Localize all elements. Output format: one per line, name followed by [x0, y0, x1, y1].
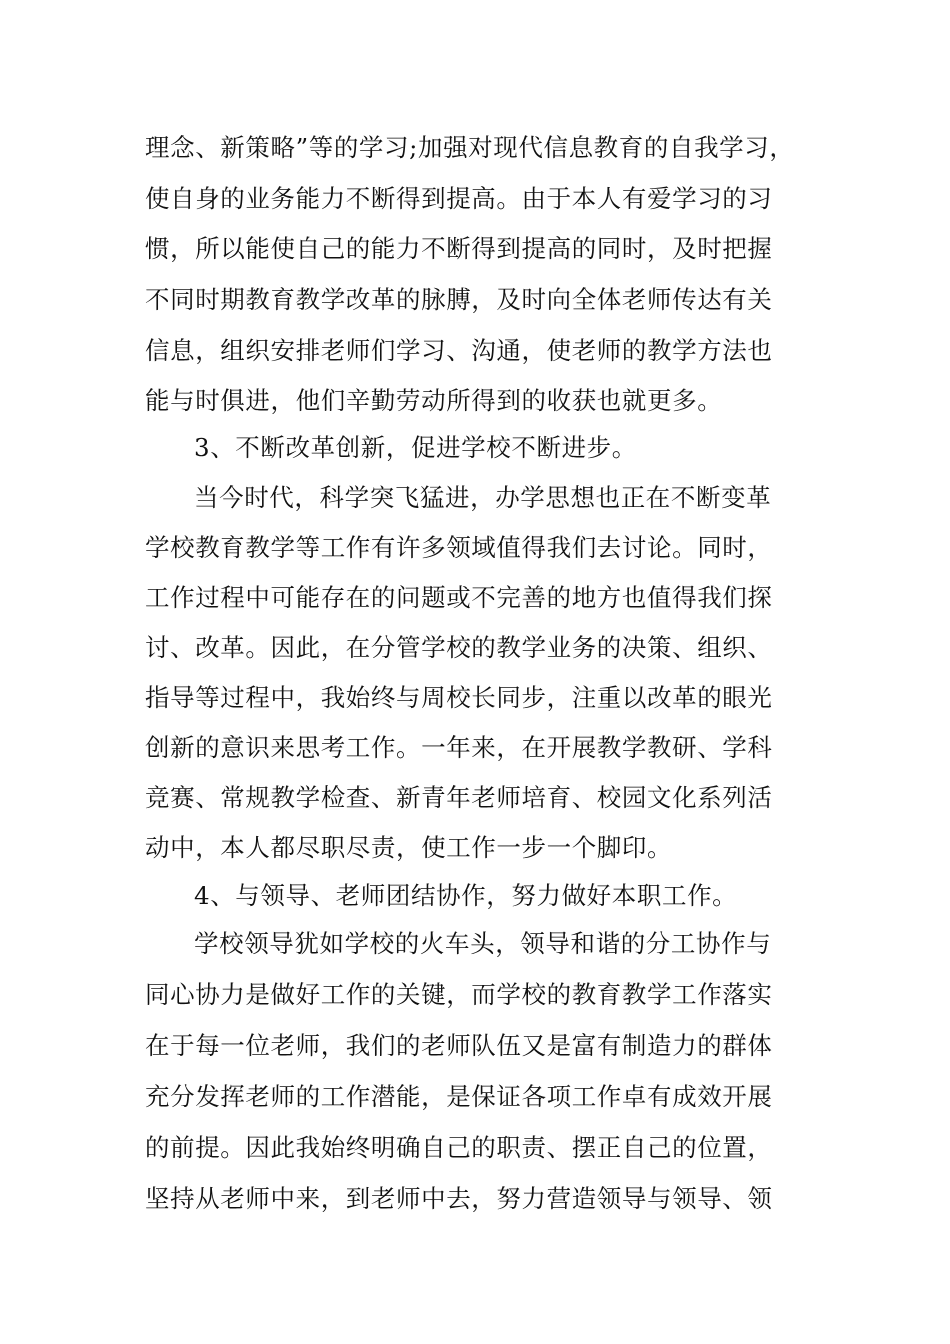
text-line: 能与时俱进，他们辛勤劳动所得到的收获也就更多。	[145, 386, 723, 415]
text-line: 不同时期教育教学改革的脉膊，及时向全体老师传达有关	[145, 285, 773, 314]
text-line: 动中，本人都尽职尽责，使工作一步一个脚印。	[145, 833, 673, 862]
text-line: 竞赛、常规教学检查、新青年老师培育、校园文化系列活	[145, 783, 773, 812]
text-line: 指导等过程中，我始终与周校长同步，注重以改革的眼光	[145, 683, 773, 712]
text-line: 理念、新策略”等的学习;加强对现代信息教育的自我学习，	[145, 133, 795, 162]
text-line: 坚持从老师中来，到老师中去，努力营造领导与领导、领	[145, 1184, 773, 1213]
text-line: 的前提。因此我始终明确自己的职责、摆正自己的位置，	[145, 1133, 773, 1162]
text-line: 在于每一位老师，我们的老师队伍又是富有制造力的群体	[145, 1031, 773, 1060]
text-line: 讨、改革。因此，在分管学校的教学业务的决策、组织、	[145, 633, 773, 662]
text-line: 创新的意识来思考工作。一年来，在开展教学教研、学科	[145, 733, 773, 762]
text-line: 学校教育教学等工作有许多领域值得我们去讨论。同时，	[145, 533, 773, 562]
section-heading: 4、与领导、老师团结协作，努力做好本职工作。	[194, 881, 738, 910]
text-line: 使自身的业务能力不断得到提高。由于本人有爱学习的习	[145, 184, 773, 213]
text-line: 充分发挥老师的工作潜能，是保证各项工作卓有成效开展	[145, 1082, 773, 1111]
text-line: 同心协力是做好工作的关键，而学校的教育教学工作落实	[145, 980, 773, 1009]
text-line: 惯，所以能使自己的能力不断得到提高的同时，及时把握	[145, 234, 773, 263]
text-line: 信息，组织安排老师们学习、沟通，使老师的教学方法也	[145, 336, 773, 365]
section-heading: 3、不断改革创新，促进学校不断进步。	[194, 433, 637, 462]
text-line: 当今时代，科学突飞猛进，办学思想也正在不断变革	[194, 483, 772, 512]
text-line: 工作过程中可能存在的问题或不完善的地方也值得我们探	[145, 583, 773, 612]
text-line: 学校领导犹如学校的火车头，领导和谐的分工协作与	[194, 929, 772, 958]
